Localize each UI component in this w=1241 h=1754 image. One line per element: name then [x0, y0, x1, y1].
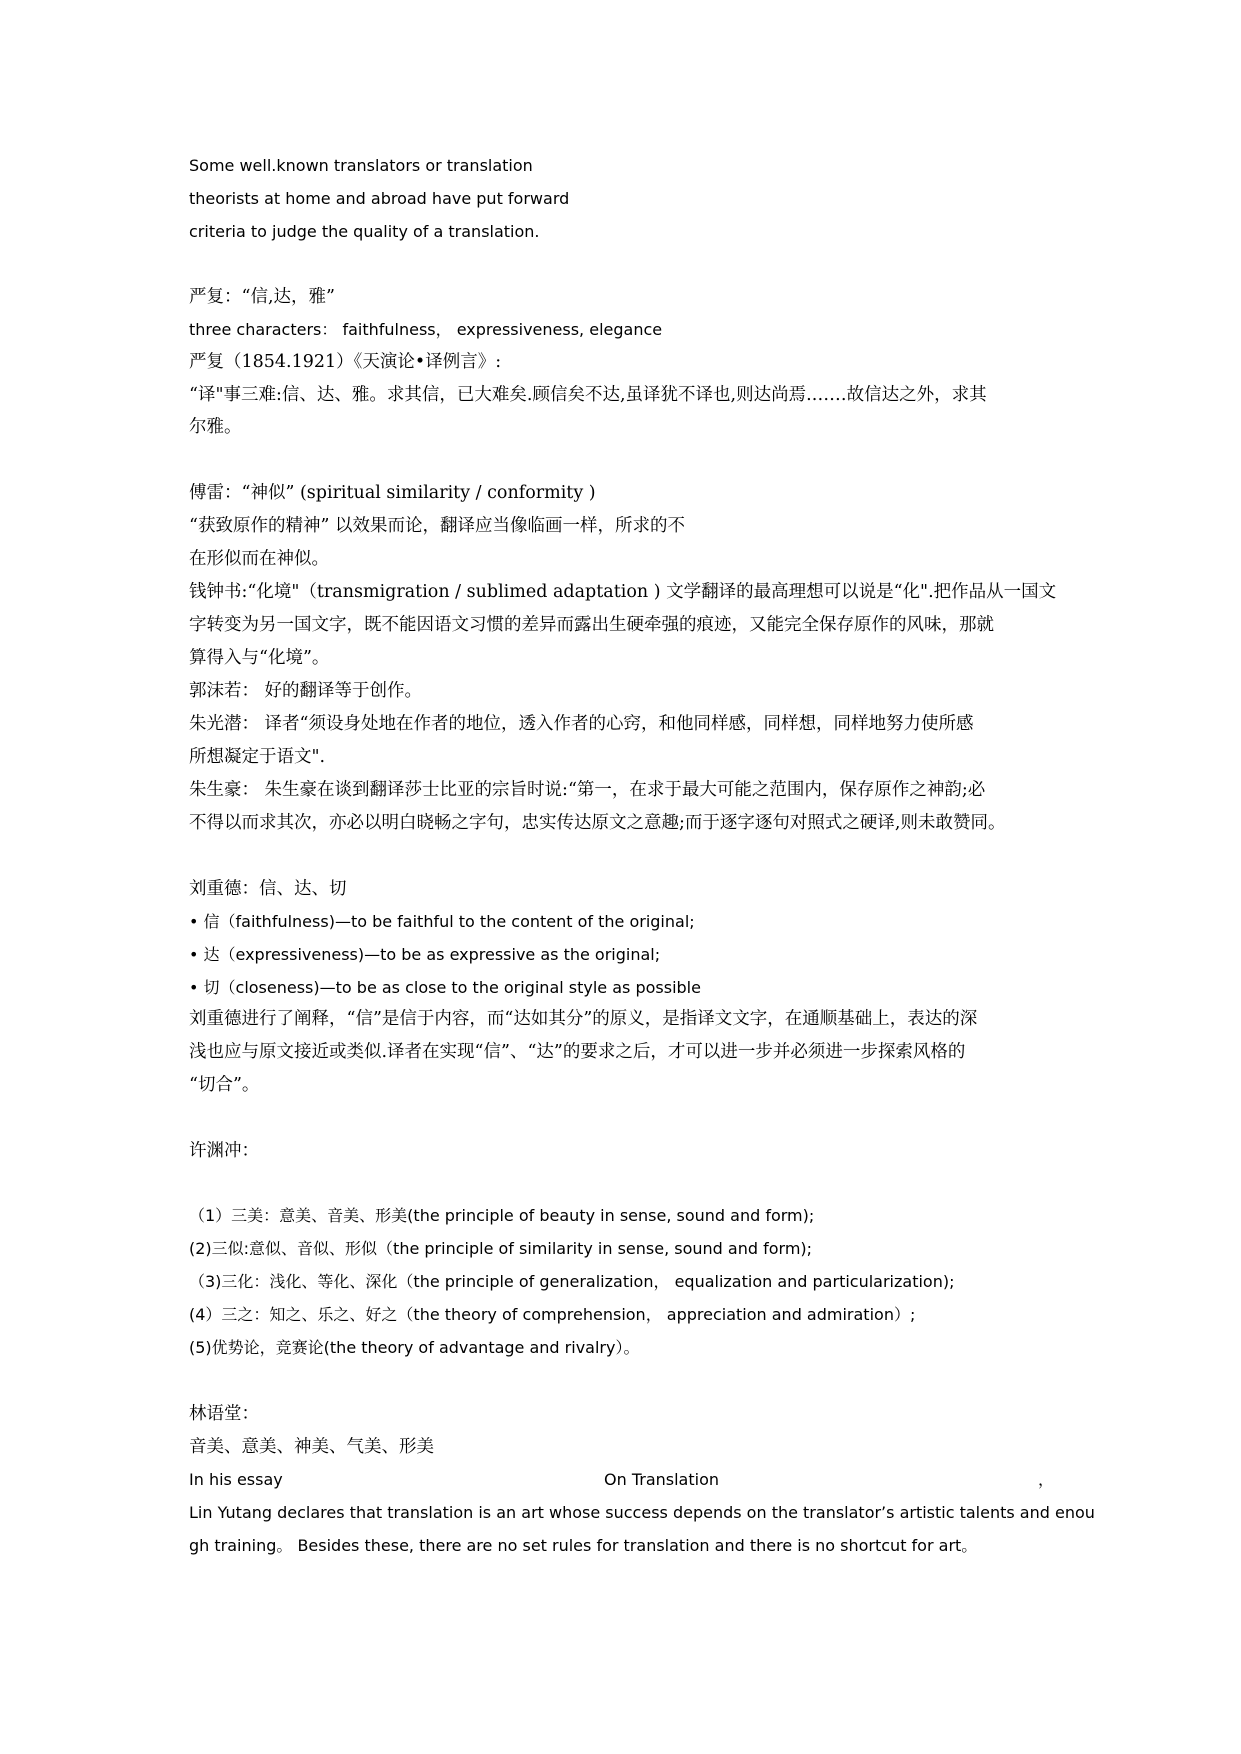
- xu-item-1: （1）三美：意美、音美、形美(the principle of beauty in sense, sound and form);: [189, 1206, 815, 1225]
- fulei-line-2: 在形似而在神似。: [189, 549, 329, 569]
- intro-line-3: criteria to judge the quality of a translation.: [189, 222, 540, 241]
- xu-item-3: （3)三化：浅化、等化、深化（the principle of generalization， equalization and particularization);: [189, 1272, 955, 1291]
- qian-line-2: 字转变为另一国文字，既不能因语文习惯的差异而露出生硬牵强的痕迹，又能完全保存原作的风味，那就: [189, 615, 994, 635]
- liu-paragraph-line-2: 浅也应与原文接近或类似.译者在实现“信”、“达”的要求之后，才可以进一步并必须进一步探索风格的: [189, 1042, 966, 1062]
- lin-essay-prefix: In his essay: [189, 1470, 283, 1489]
- zhu-shenghao-line-1: 朱生豪： 朱生豪在谈到翻译莎士比亚的宗旨时说:“第一，在求于最大可能之范围内，保存原作之神韵;必: [189, 780, 986, 800]
- yanfu-heading: 严复：“信,达，雅”: [189, 287, 335, 307]
- guo-moruo-line: 郭沫若： 好的翻译等于创作。: [189, 681, 423, 701]
- xu-item-4: (4）三之：知之、乐之、好之（the theory of comprehension， appreciation and admiration）;: [189, 1305, 916, 1324]
- qian-line-1: 钱钟书:“化境"（transmigration / sublimed adaptation ) 文学翻译的最高理想可以说是“化".把作品从一国文: [189, 582, 1057, 602]
- liu-paragraph-line-1: 刘重德进行了阐释，“信”是信于内容，而“达如其分”的原义，是指译文文字，在通顺基础上，表达的深: [189, 1009, 978, 1029]
- lin-heading: 林语堂：: [189, 1404, 259, 1424]
- liu-bullet-2: • 达（expressiveness)—to be as expressive as the original;: [189, 945, 661, 964]
- lin-essay-comma: ，: [1038, 1470, 1055, 1489]
- fulei-line-1: “获致原作的精神” 以效果而论，翻译应当像临画一样，所求的不: [189, 516, 685, 536]
- lin-paragraph-line-1: Lin Yutang declares that translation is an art whose success depends on the translator’s artistic talents and enou: [189, 1503, 1095, 1522]
- lin-line-1: 音美、意美、神美、气美、形美: [189, 1437, 434, 1457]
- qian-line-3: 算得入与“化境”。: [189, 648, 330, 668]
- liu-bullet-3: • 切（closeness)—to be as close to the original style as possible: [189, 978, 701, 997]
- intro-line-1: Some well.known translators or translation: [189, 156, 533, 175]
- liu-paragraph-line-3: “切合”。: [189, 1075, 260, 1095]
- intro-line-2: theorists at home and abroad have put forward: [189, 189, 570, 208]
- zhu-guangqian-line-2: 所想凝定于语文".: [189, 747, 326, 767]
- xu-heading: 许渊冲：: [189, 1141, 259, 1161]
- yanfu-source: 严复（1854.1921）《天演论•译例言》:: [189, 352, 502, 372]
- yanfu-quote-line-2: 尔雅。: [189, 417, 242, 437]
- lin-paragraph-line-2: gh training。 Besides these, there are no set rules for translation and there is no shortcut for art。: [189, 1536, 978, 1555]
- yanfu-quote-line-1: “译"事三难:信、达、雅。求其信，已大难矣.顾信矣不达,虽译犹不译也,则达尚焉.……故信达之外，求其: [189, 385, 987, 405]
- yanfu-three-characters: three characters： faithfulness， expressiveness, elegance: [189, 320, 663, 339]
- lin-essay-title: On Translation: [604, 1470, 719, 1489]
- xu-item-2: (2)三似:意似、音似、形似（the principle of similarity in sense, sound and form);: [189, 1239, 813, 1258]
- zhu-shenghao-line-2: 不得以而求其次，亦必以明白晓畅之字句，忠实传达原文之意趣;而于逐字逐句对照式之硬译,则未敢赞同。: [189, 813, 1006, 833]
- liu-bullet-1: • 信（faithfulness)—to be faithful to the content of the original;: [189, 912, 695, 931]
- liu-heading: 刘重德：信、达、切: [189, 879, 347, 899]
- fulei-heading: 傅雷：“神似” (spiritual similarity / conformity ): [189, 483, 596, 503]
- xu-item-5: (5)优势论，竞赛论(the theory of advantage and rivalry）。: [189, 1338, 640, 1357]
- zhu-guangqian-line-1: 朱光潜： 译者“须设身处地在作者的地位，透入作者的心窍，和他同样感，同样想，同样地努力使所感: [189, 714, 974, 734]
